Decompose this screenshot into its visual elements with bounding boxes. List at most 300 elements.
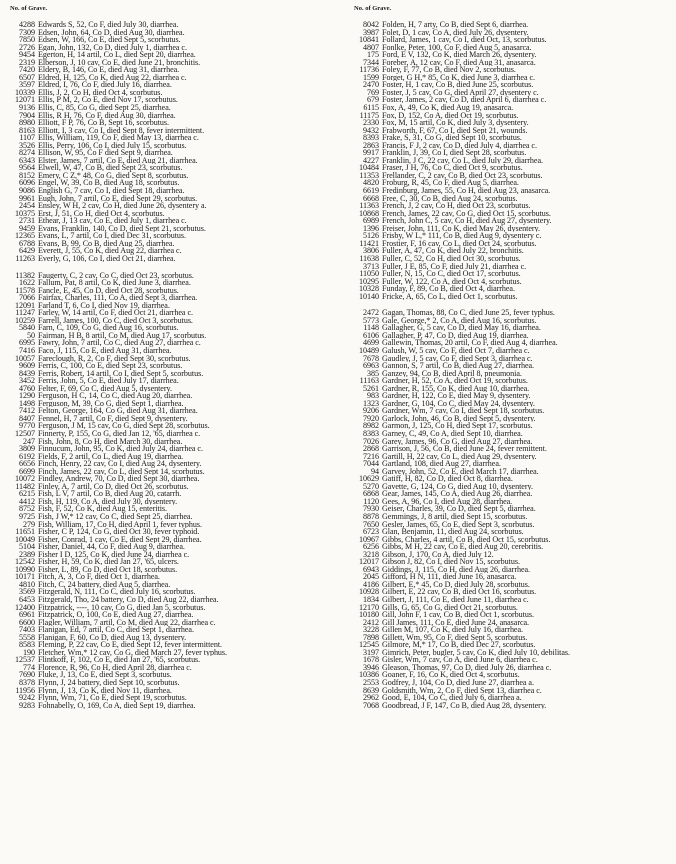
entry-text: Giddings, J, 115, Co H, died Aug 26, diarrhea. (382, 565, 531, 574)
entry-text: Finch, James, 22 cav, Co L, died Sept 14, scorbutus. (38, 467, 205, 476)
entry-text: Flanigan, F, 60, Co D, died Aug 13, dysentery. (38, 633, 187, 642)
entry-text: Everett, J, 55, Co K, died Aug 22, diarrhea c. (38, 247, 182, 255)
entry-text: Faugerty, C, 2 cav, Co C, died Oct 23, scorbutus. (38, 271, 194, 280)
grave-number: 7850 (19, 36, 35, 44)
entry-text: Fuller, W, 122, Co A, died Oct 4, scorbutus. (382, 277, 522, 286)
entry-text: Fish, J W,* 12 cav, Co C, died Sept 25, diarrhea. (38, 513, 193, 521)
grave-number: 4412 (19, 497, 35, 506)
burial-entry (8, 702, 330, 710)
entry-text: Gillen M, 107, Co K, died July 16, diarrhea. (382, 626, 523, 634)
grave-number: 12017 (359, 558, 379, 566)
grave-number: 10868 (359, 209, 379, 218)
grave-number: 3806 (363, 247, 379, 255)
burial-entry (8, 127, 330, 135)
entry-text: Ferguson, J M, 15 cav, Co G, died Sept 28, scorbutus. (38, 422, 210, 430)
entry-text: English G, 7 cav, Co I, died Sept 18, diarrhea. (38, 187, 185, 195)
grave-number: 10259 (15, 316, 35, 325)
entry-text: Ferguson, M, 39, Co G, died Sept 1, diarrhea. (38, 399, 184, 408)
entry-text: Geiser, Charles, 39, Co D, died Sept 5, diarrhea. (382, 505, 536, 513)
grave-number: 11382 (15, 271, 35, 280)
entry-text: Fisher, Conrad, 1 cav, Co E, died Sept 29, diarrhea. (38, 535, 202, 544)
burial-entry (352, 694, 674, 702)
entry-text: Fox, D, 152, Co A, died Oct 19, scorbutus. (382, 111, 519, 120)
grave-number: 8980 (19, 119, 35, 127)
entry-text: Frellander, C, 2 cav, Co B, died Oct 23, scorbutus. (382, 171, 543, 180)
burial-entry (8, 255, 330, 263)
entry-text: Finley, A, 7 artil, Co D, died Oct 26, scorbutus. (38, 482, 189, 491)
entry-text: Gimrich, Peter, bugler, 5 cav, Co K, died July 10, debilitas. (382, 648, 570, 657)
entry-text: Fredinburg, James, 55, Co H, died Aug 23, anasarca. (382, 187, 551, 195)
grave-number: 11482 (15, 482, 35, 491)
burial-entry (8, 604, 330, 612)
entry-text: Ethear, J, 13 cav, Co E, died July 1, diarrhea c. (38, 217, 187, 225)
burial-entry (352, 521, 674, 529)
burial-entry (8, 687, 330, 695)
grave-number: 50 (27, 331, 35, 340)
entry-text: Fisher, L, 89, Co D, died Oct 18, scorbutus. (38, 565, 178, 574)
entry-text: Edwards S, 52, Co F, died July 30, diarrhea. (38, 21, 179, 29)
entry-text: Follard, James, 1 cav, Co I, died Oct, 13, scorbutus. (382, 36, 547, 44)
burial-entry (8, 21, 330, 29)
entry-text: Fohnabelly, O, 169, Co A, died Sept 19, diarrhea. (38, 701, 196, 710)
entry-text: Everly, G, 106, Co I, died Oct 21, diarrhea. (38, 254, 176, 263)
grave-number: 6989 (363, 217, 379, 225)
burial-entry (8, 453, 330, 461)
entry-text: Foster, James, 2 cav, Co D, died April 6, diarrhea c. (382, 96, 547, 105)
burial-entry (352, 247, 674, 255)
grave-number: 9725 (19, 513, 35, 521)
burial-entry (8, 634, 330, 642)
burial-entry (352, 385, 674, 393)
burial-entry (8, 104, 330, 112)
grave-number: 7904 (19, 111, 35, 120)
entry-text: Gifford, H N, 111, died June 16, anasarca. (382, 573, 517, 581)
grave-number: 2412 (363, 618, 379, 627)
entry-text: Gale, George,* 2, Co A, died Aug 16, scorbutus. (382, 316, 537, 325)
grave-number: 3597 (19, 81, 35, 89)
grave-number: 10484 (359, 164, 379, 172)
burial-entry (8, 460, 330, 468)
burial-entry (8, 172, 330, 180)
grave-number: 2330 (363, 119, 379, 127)
grave-number: 4807 (363, 43, 379, 52)
grave-number: 4227 (363, 156, 379, 165)
grave-number: 11421 (359, 239, 379, 248)
entry-text: Ellison, W, 95, Co F died Sept 9, diarrhea. (38, 149, 173, 157)
entry-text: Ellis, J, 2, Co H, died Oct 4, scorbutus. (38, 88, 163, 97)
burial-entry (8, 355, 330, 363)
entry-text: Fuller, J E, 85, Co F, died July 21, diarrhea c. (382, 262, 527, 271)
grave-number: 6868 (363, 490, 379, 498)
burial-entry (8, 240, 330, 248)
entry-text: Fisher, H, 59, Co K, died Jan 27, '65, ulcers. (38, 558, 179, 566)
grave-number: 7650 (363, 520, 379, 529)
entry-text: Frabworth, F, 67, Co I, died Sept 21, wounds. (382, 126, 528, 135)
grave-number: 3809 (19, 445, 35, 453)
entry-text: Fisher I D, 125, Co K, died June 24, diarrhea c. (38, 550, 190, 559)
entry-text: Gallagher, P, 47, Co D, died Aug 19, diarrhea. (382, 331, 529, 340)
grave-number: 769 (367, 88, 379, 97)
entry-text: Ellis, C, 85, Co G, died Sept 25, diarrhea. (38, 104, 171, 112)
entry-text: Elliott, F P, 76, Co B, Sept 16, scorbutus. (38, 119, 169, 127)
grave-number: 11247 (15, 309, 35, 317)
grave-number: 10057 (15, 354, 35, 363)
grave-number: 5773 (363, 316, 379, 325)
burial-entry (352, 438, 674, 446)
entry-text: Finnucum, John, 95, Co K, died July 24, diarrhea c. (38, 445, 203, 453)
entry-text: Francis, F J, 2 cav, Co D, died July 4, diarrhea c. (382, 141, 537, 150)
grave-number: 7044 (363, 460, 379, 468)
entry-text: Fish, H, 119, Co A, died July 30, dysentery. (38, 497, 178, 506)
burial-entry (8, 558, 330, 566)
entry-text: Gibbs, M H, 22 cav, Co E, died Aug 20, cerebritis. (382, 543, 544, 551)
burial-entry (8, 370, 330, 378)
burial-entry (8, 641, 330, 649)
entry-text: Fitzgerald, N, 111, Co C, died July 16, scorbutus. (38, 588, 196, 597)
grave-number: 11578 (15, 286, 35, 295)
entry-text: Gilmore, M,* 17, Co B, died Dec 27, scorbutus. (382, 641, 536, 649)
grave-number: 9961 (19, 194, 35, 203)
entry-text: Ferris, John, 5, Co E, died July 17, diarrhea. (38, 377, 179, 385)
entry-text: Folet, D, 1 cav, Co A, died July 26, dysentery. (382, 28, 529, 37)
entry-text: Frake, S, 31, Co G, died Sept 10, scorbutus. (382, 134, 522, 142)
burial-entry (352, 656, 674, 664)
grave-number: 9454 (19, 51, 35, 59)
burial-entry (352, 263, 674, 271)
grave-number: 4288 (19, 21, 35, 29)
burial-entry (352, 490, 674, 498)
entry-text: Gisler, Wm, 7 cav, Co A, died June 6, diarrhea c. (382, 656, 538, 664)
entry-text: Felton, George, 164, Co G, died Aug 31, diarrhea. (38, 407, 198, 415)
grave-number-header: No. of Grave. (354, 5, 392, 12)
burial-entry (352, 536, 674, 544)
entry-text: Foley, F, 77, Co B, died Nov 2, scorbutus. (382, 66, 516, 74)
grave-number: 3946 (363, 663, 379, 672)
burial-entry (8, 164, 330, 172)
entry-text: Goodbread, J F, 147, Co B, died Aug 28, dysentery. (382, 701, 547, 710)
burial-entry (8, 339, 330, 347)
entry-text: Garney, C, 49, Co A, died Sept 10, diarrhea. (382, 429, 523, 438)
entry-text: Galush, W, 5 cav, Co F, died Oct 7, diarrhea c. (382, 346, 530, 355)
grave-number: 6961 (19, 611, 35, 619)
entry-text: Gallewin, Thomas, 20 artil, Co F, died Aug 4, diarrhea. (382, 339, 558, 347)
grave-number: 9136 (19, 104, 35, 112)
grave-number: 9432 (363, 126, 379, 135)
entry-text: Goaner, F, 16, Co K, died Oct 4, scorbutus. (382, 671, 520, 680)
burial-entry (8, 671, 330, 679)
entry-text: Faco, J, 115, Co E, died Aug 31, diarrhea. (38, 346, 172, 355)
burial-entry (8, 490, 330, 498)
grave-number: 9459 (19, 224, 35, 233)
burial-entry (352, 619, 674, 627)
grave-number: 2868 (363, 445, 379, 453)
burial-entry (8, 225, 330, 233)
grave-number: 5126 (363, 232, 379, 240)
grave-number: 11163 (359, 377, 379, 385)
burial-entry (352, 370, 674, 378)
grave-number: 6723 (363, 528, 379, 536)
burial-entry (8, 157, 330, 165)
burial-entry (352, 81, 674, 89)
burial-entry (8, 44, 330, 52)
burial-entry (8, 202, 330, 210)
entry-text: Fairman, H B, 8 artil, Co M, died Aug 17, scorbutus. (38, 331, 207, 340)
burial-entry (352, 377, 674, 385)
burial-entry (8, 142, 330, 150)
burial-entry (352, 195, 674, 203)
burial-entry (352, 400, 674, 408)
burial-entry (352, 687, 674, 695)
grave-number: 8274 (19, 149, 35, 157)
entry-text: Finch, Henry, 22 cav, Co I, died Aug 24, dysentery. (38, 460, 202, 468)
grave-number: 1498 (19, 399, 35, 408)
entry-text: Gemmings, J, 8 artil, died Sept 15, scorbutus. (382, 513, 528, 521)
grave-number: 6106 (363, 331, 379, 340)
burial-entry (8, 566, 330, 574)
grave-number: 6668 (363, 194, 379, 203)
entry-text: Gesler, James, 65, Co E, died Sept 3, scorbutus. (382, 520, 535, 529)
burial-entry (352, 407, 674, 415)
entry-text: Funday, F, 89, Co B, died Oct 4, diarrhea. (382, 285, 515, 293)
right-column (352, 6, 674, 709)
grave-number: 4820 (363, 179, 379, 188)
grave-number: 12537 (15, 656, 35, 664)
burial-entry (8, 112, 330, 120)
burial-entry (352, 551, 674, 559)
burial-entry (352, 702, 674, 710)
burial-entry (352, 21, 674, 29)
grave-number: 10990 (15, 565, 35, 574)
grave-number: 11175 (359, 111, 379, 120)
grave-number: 10171 (15, 573, 35, 581)
grave-number: 10967 (359, 535, 379, 544)
grave-number: 2553 (363, 679, 379, 687)
entry-text: Eldery, B, 146, Co E, died Aug 31, diarrhea. (38, 66, 180, 74)
grave-number: 5104 (19, 543, 35, 551)
grave-number: 7416 (19, 346, 35, 355)
entry-text: Forget, G H,* 85, Co K, died June 3, diarrhea c. (382, 73, 536, 82)
burial-entry (352, 240, 674, 248)
entry-text: Fitzpatrick, O, 100, Co E, died Aug 27, diarrhea. (38, 611, 194, 619)
grave-number: 11050 (359, 270, 379, 278)
grave-number: 6788 (19, 239, 35, 248)
burial-entry (8, 81, 330, 89)
entry-text: Gillett, Wm, 95, Co F, died Sept 5, scorbutus. (382, 633, 528, 642)
burial-entry (352, 112, 674, 120)
entry-text: Gibbs, Charles, 4 artil, Co B, died Oct 15, scorbutus. (382, 535, 551, 544)
grave-number: 5558 (19, 633, 35, 642)
burial-entry (8, 536, 330, 544)
burial-entry (352, 528, 674, 536)
burial-entry (352, 142, 674, 150)
burial-entry (8, 498, 330, 506)
burial-entry (352, 44, 674, 52)
grave-number-header: No. of Grave. (10, 5, 48, 12)
entry-text: Ferris, Robert, 14 artil, Co I, died Sept 5, scorbutus. (38, 369, 204, 378)
entry-text: Gaudley, J, 5 cav, Co F, died Sept 3, diarrhea c. (382, 354, 533, 363)
entry-text: Gardner, Wm, 7 cav, Co I, died Sept 18, scorbutus. (382, 407, 545, 415)
burial-entry (352, 347, 674, 355)
burial-entry (352, 566, 674, 574)
burial-entry (352, 127, 674, 135)
entry-text: Farland T, 6, Co I, died Nov 19, diarrhea. (38, 301, 170, 310)
entry-text: Evans, B, 99, Co B, died Aug 25, diarrhea. (38, 239, 175, 248)
grave-number: 4760 (19, 384, 35, 393)
grave-number: 7403 (19, 626, 35, 634)
burial-entry (352, 285, 674, 293)
entry-text: Foster, J, 5 cav, Co G, died April 27, dysentery c. (382, 88, 539, 97)
burial-entry (352, 453, 674, 461)
entry-text: Findley, Andrew, 70, Co D, died Sept 30, diarrhea. (38, 475, 200, 483)
burial-entry (8, 543, 330, 551)
grave-number: 12170 (359, 603, 379, 612)
grave-number: 8583 (19, 641, 35, 649)
entry-text: Fitch, C, 24 battery, died Aug 5, diarrhea. (38, 580, 171, 589)
entry-text: Frostier, F, 16 cav, Co L, died Oct 24, scorbutus. (382, 239, 537, 248)
entry-text: Fennel, H, 7 artil, Co F, died Sept 9, dysentery. (38, 414, 188, 423)
entry-text: Gear, James, 145, Co A, died Aug 26, diarrhea. (382, 490, 533, 498)
grave-number: 1323 (363, 399, 379, 408)
burial-entry (352, 36, 674, 44)
grave-number: 3228 (363, 626, 379, 634)
grave-number: 1107 (19, 134, 35, 142)
burial-entry (8, 74, 330, 82)
entry-text: Fricke, A, 65, Co L, died Oct 1, scorbutus. (382, 292, 518, 301)
burial-entry (352, 104, 674, 112)
grave-number: 7920 (363, 414, 379, 423)
entry-text: Fleming, P, 22 cav, Co E, died Sept 12, fever intermittent. (38, 641, 223, 649)
entry-text: Ferguson, H C, 14, Co C, died Aug 20, diarrhea. (38, 392, 193, 400)
entry-text: Gilbert, E,* 45, Co D, died July 28, scorbutus. (382, 580, 530, 589)
grave-number: 6096 (19, 179, 35, 188)
burial-entry (352, 119, 674, 127)
entry-text: Elwell, W, 47, Co B, died Sept 23, scorbutus. (38, 164, 183, 172)
grave-number: 3452 (19, 377, 35, 385)
grave-number: 2726 (19, 43, 35, 52)
entry-text: Gartill, H, 22 cav, Co L, died Aug 29, dysentery. (382, 452, 537, 461)
burial-entry (352, 232, 674, 240)
entry-text: Fancle, E, 45, Co D, died Oct 28, scorbutus. (38, 286, 179, 295)
burial-entry (352, 217, 674, 225)
grave-number: 6192 (19, 452, 35, 461)
entry-text: Godfrey, J, 104, Co D, died June 27, diarrhea a. (382, 679, 534, 687)
entry-text: Gilbert, J, 111, Co E, died June 11, diarrhea c. (382, 596, 529, 604)
burial-entry (352, 149, 674, 157)
grave-number: 6429 (19, 247, 35, 255)
burial-entry (8, 385, 330, 393)
letter-section-gap (8, 263, 330, 272)
burial-entry (8, 317, 330, 325)
entry-text: Eldred, I, 76, Co F, died July 16, diarrhea. (38, 81, 172, 89)
burial-entry (8, 149, 330, 157)
burial-entry (8, 581, 330, 589)
burial-entry (8, 415, 330, 423)
entry-text: Felter, F, 69, Co C, died Aug 5, dysentery. (38, 384, 172, 393)
grave-number: 8878 (363, 513, 379, 521)
burial-entry (8, 247, 330, 255)
grave-number: 10180 (359, 611, 379, 619)
grave-number: 12091 (15, 301, 35, 310)
grave-number: 12071 (15, 96, 35, 105)
entry-text: Fish, John, 8, Co H, died March 30, diarrhea. (38, 437, 183, 446)
burial-entry (8, 468, 330, 476)
entry-text: Garvey, John, 52, Co E, died March 17, diarrhea. (382, 467, 539, 476)
burial-entry (8, 302, 330, 310)
burial-entry (352, 309, 674, 317)
grave-number: 2389 (19, 550, 35, 559)
grave-number: 10049 (15, 535, 35, 544)
burial-entry (352, 641, 674, 649)
burial-entry (8, 134, 330, 142)
burial-entry (352, 255, 674, 263)
entry-text: Ellis, P M, 2, Co E, died Nov 17, scorbutus. (38, 96, 178, 105)
grave-number: 7412 (19, 407, 35, 415)
grave-number: 9206 (363, 407, 379, 415)
burial-entry (352, 172, 674, 180)
entry-text: Eldred, H, 125, Co K, died Aug 22, diarrhea c. (38, 73, 187, 82)
entry-text: Ensley, W H, 2 cav, Co H, died June 26, dysentery a. (38, 202, 207, 210)
entry-text: Fitzgerald, Tho, 24 battery, Co D, died Aug 22, diarrhea. (38, 596, 219, 604)
grave-number: 2319 (19, 58, 35, 67)
grave-number: 4699 (363, 339, 379, 347)
entry-text: Gees, A, 96, Co I, died Aug 28, diarrhea. (382, 497, 513, 506)
entry-text: Fawry, John, 7 artil, Co C, died Aug 27, diarrhea c. (38, 339, 201, 347)
grave-number: 6656 (19, 460, 35, 468)
grave-number: 9609 (19, 362, 35, 370)
entry-text: Fox, A, 49, Co K, died Aug 19, anasarca. (382, 104, 514, 112)
grave-number: 7420 (19, 66, 35, 74)
burial-entry (352, 293, 674, 301)
grave-number: 8383 (363, 429, 379, 438)
grave-number: 10328 (359, 285, 379, 293)
entry-text: Evans, L, 7 artil, Co I, died Dec 31, scorbutus. (38, 232, 186, 240)
entry-text: Ellis, Perry, 106, Co I, died July 15, scorbutus. (38, 141, 187, 150)
burial-entry (352, 679, 674, 687)
burial-entry (8, 392, 330, 400)
entry-text: French, James, 22 cav, Co G, died Oct 15, scorbutus. (382, 209, 551, 218)
burial-entry (352, 96, 674, 104)
grave-number: 1120 (363, 497, 379, 506)
grave-number: 1678 (363, 656, 379, 664)
grave-number: 7344 (363, 58, 379, 67)
entry-text: Fish, F, 52, Co K, died Aug 15, enteritis. (38, 505, 168, 513)
burial-entry (352, 89, 674, 97)
grave-number: 12400 (15, 603, 35, 612)
grave-number: 2731 (19, 217, 35, 225)
entry-text: Eugh, John, 7 artil, Co E, died Sept 29, scorbutus. (38, 194, 198, 203)
grave-number: 4810 (19, 580, 35, 589)
burial-entry (8, 96, 330, 104)
grave-number: 10140 (359, 292, 379, 301)
entry-text: Fluke, J, 13, Co E, died Sept 3, scorbutus. (38, 671, 172, 680)
burial-entry (352, 634, 674, 642)
burial-entry (352, 581, 674, 589)
burial-entry (8, 119, 330, 127)
burial-entry (352, 157, 674, 165)
burial-entry (8, 619, 330, 627)
grave-number: 11638 (359, 254, 379, 263)
grave-number: 2472 (363, 309, 379, 317)
entry-text: Goldsmith, Wm, 2, Co F, died Sept 13, diarrhea c. (382, 686, 542, 695)
grave-number: 2045 (363, 573, 379, 581)
grave-number: 1396 (363, 224, 379, 233)
grave-number: 12507 (15, 429, 35, 438)
grave-number: 8752 (19, 505, 35, 513)
burial-entry (8, 611, 330, 619)
entry-text: Gardner, R, 155, Co K, died Aug 10, diarrhea. (382, 384, 530, 393)
burial-entry (352, 626, 674, 634)
burial-entry (352, 543, 674, 551)
